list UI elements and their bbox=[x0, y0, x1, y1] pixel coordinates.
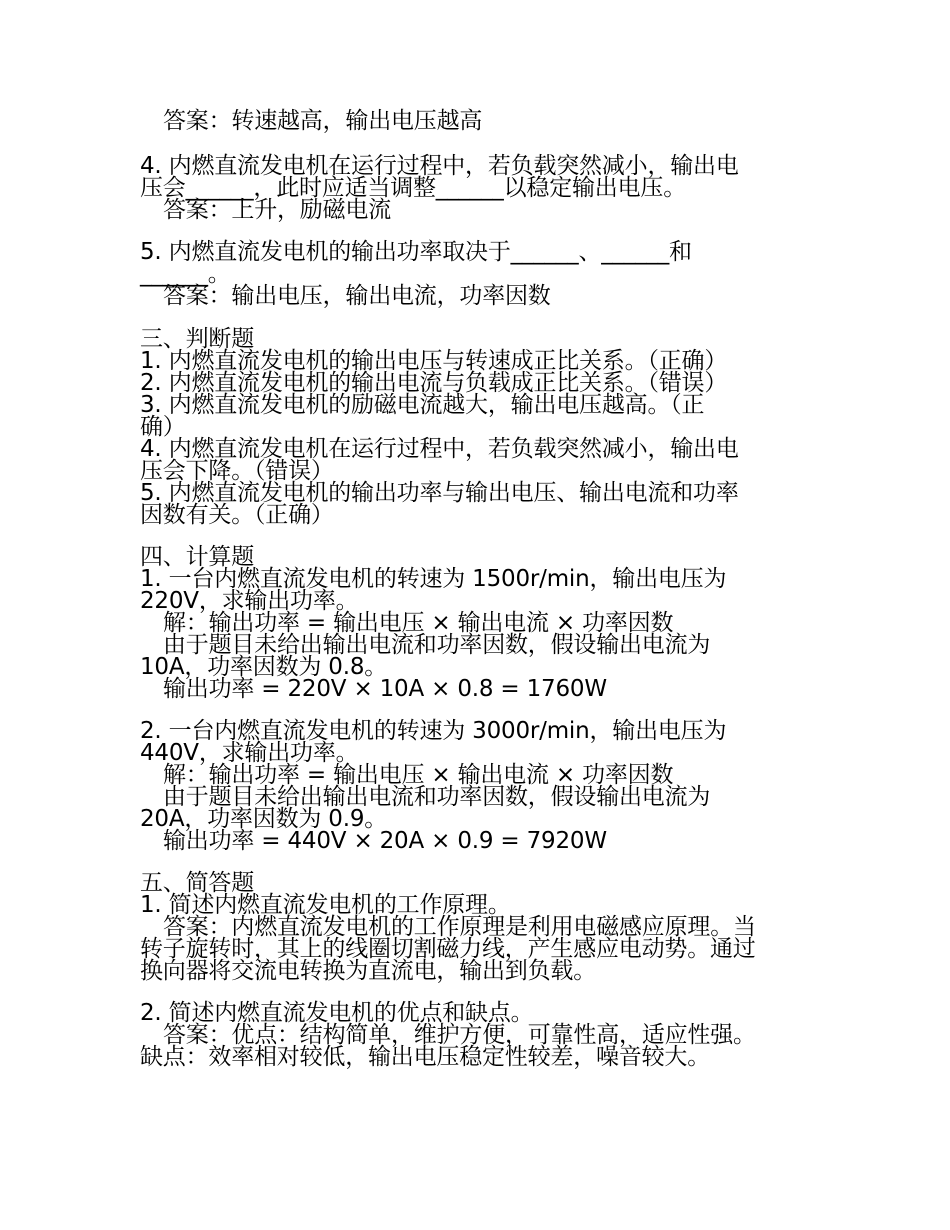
short-q1-answer: 答案：内燃直流发电机的工作原理是利用电磁感应原理。当 bbox=[163, 914, 756, 940]
calc-q2-line1: 2. 一台内燃直流发电机的转速为 3000r/min，输出电压为 bbox=[140, 718, 727, 744]
judgment-line: 确） bbox=[140, 414, 186, 440]
short-q2-answer: 答案：优点：结构简单，维护方便，可靠性高，适应性强。 bbox=[163, 1022, 756, 1048]
judgment-line: 压会下降。（错误） bbox=[140, 458, 334, 484]
calc-q2-line2: 440V，求输出功率。 bbox=[140, 740, 359, 766]
calc-q2-solution: 由于题目未给出输出电流和功率因数，假设输出电流为 bbox=[163, 784, 711, 810]
short-q1-answer: 转子旋转时，其上的线圈切割磁力线，产生感应电动势。通过 bbox=[140, 936, 756, 962]
fill-blank-q4-line1: 4. 内燃直流发电机在运行过程中，若负载突然减小，输出电 bbox=[140, 153, 739, 179]
short-q2: 2. 简述内燃直流发电机的优点和缺点。 bbox=[140, 1000, 534, 1026]
section-heading-judgment: 三、判断题 bbox=[140, 326, 255, 352]
calc-q1-solution: 10A，功率因数为 0.8。 bbox=[140, 654, 388, 680]
fill-blank-q3-answer: 答案：转速越高，输出电压越高 bbox=[163, 108, 483, 134]
fill-blank-q5-answer: 答案：输出电压，输出电流，功率因数 bbox=[163, 283, 551, 309]
calc-q2-solution: 20A，功率因数为 0.9。 bbox=[140, 806, 388, 832]
judgment-line: 3. 内燃直流发电机的励磁电流越大，输出电压越高。（正 bbox=[140, 392, 705, 418]
calc-q1-line1: 1. 一台内燃直流发电机的转速为 1500r/min，输出电压为 bbox=[140, 566, 727, 592]
calc-q1-solution: 解：输出功率 = 输出电压 × 输出电流 × 功率因数 bbox=[163, 610, 674, 636]
judgment-line: 1. 内燃直流发电机的输出电压与转速成正比关系。（正确） bbox=[140, 348, 728, 374]
short-q1-answer: 换向器将交流电转换为直流电，输出到负载。 bbox=[140, 958, 597, 984]
calc-q2-result: 输出功率 = 440V × 20A × 0.9 = 7920W bbox=[163, 828, 607, 854]
fill-blank-q4-line2: 压会______，此时应适当调整______以稳定输出电压。 bbox=[140, 175, 687, 201]
fill-blank-q5-line1: 5. 内燃直流发电机的输出功率取决于______、______和 bbox=[140, 239, 692, 265]
short-q2-answer: 缺点：效率相对较低，输出电压稳定性较差，噪音较大。 bbox=[140, 1044, 711, 1070]
calc-q1-line2: 220V，求输出功率。 bbox=[140, 588, 359, 614]
section-heading-calculation: 四、计算题 bbox=[140, 544, 255, 570]
judgment-line: 4. 内燃直流发电机在运行过程中，若负载突然减小，输出电 bbox=[140, 436, 739, 462]
fill-blank-q4-answer: 答案：上升，励磁电流 bbox=[163, 197, 392, 223]
calc-q1-result: 输出功率 = 220V × 10A × 0.8 = 1760W bbox=[163, 676, 607, 702]
judgment-line: 2. 内燃直流发电机的输出电流与负载成正比关系。（错误） bbox=[140, 370, 728, 396]
judgment-line: 5. 内燃直流发电机的输出功率与输出电压、输出电流和功率 bbox=[140, 480, 739, 506]
judgment-line: 因数有关。（正确） bbox=[140, 502, 334, 528]
calc-q2-solution: 解：输出功率 = 输出电压 × 输出电流 × 功率因数 bbox=[163, 762, 674, 788]
section-heading-short-answer: 五、简答题 bbox=[140, 870, 255, 896]
short-q1: 1. 简述内燃直流发电机的工作原理。 bbox=[140, 892, 511, 918]
fill-blank-q5-line2: ______。 bbox=[140, 261, 231, 287]
calc-q1-solution: 由于题目未给出输出电流和功率因数，假设输出电流为 bbox=[163, 632, 711, 658]
